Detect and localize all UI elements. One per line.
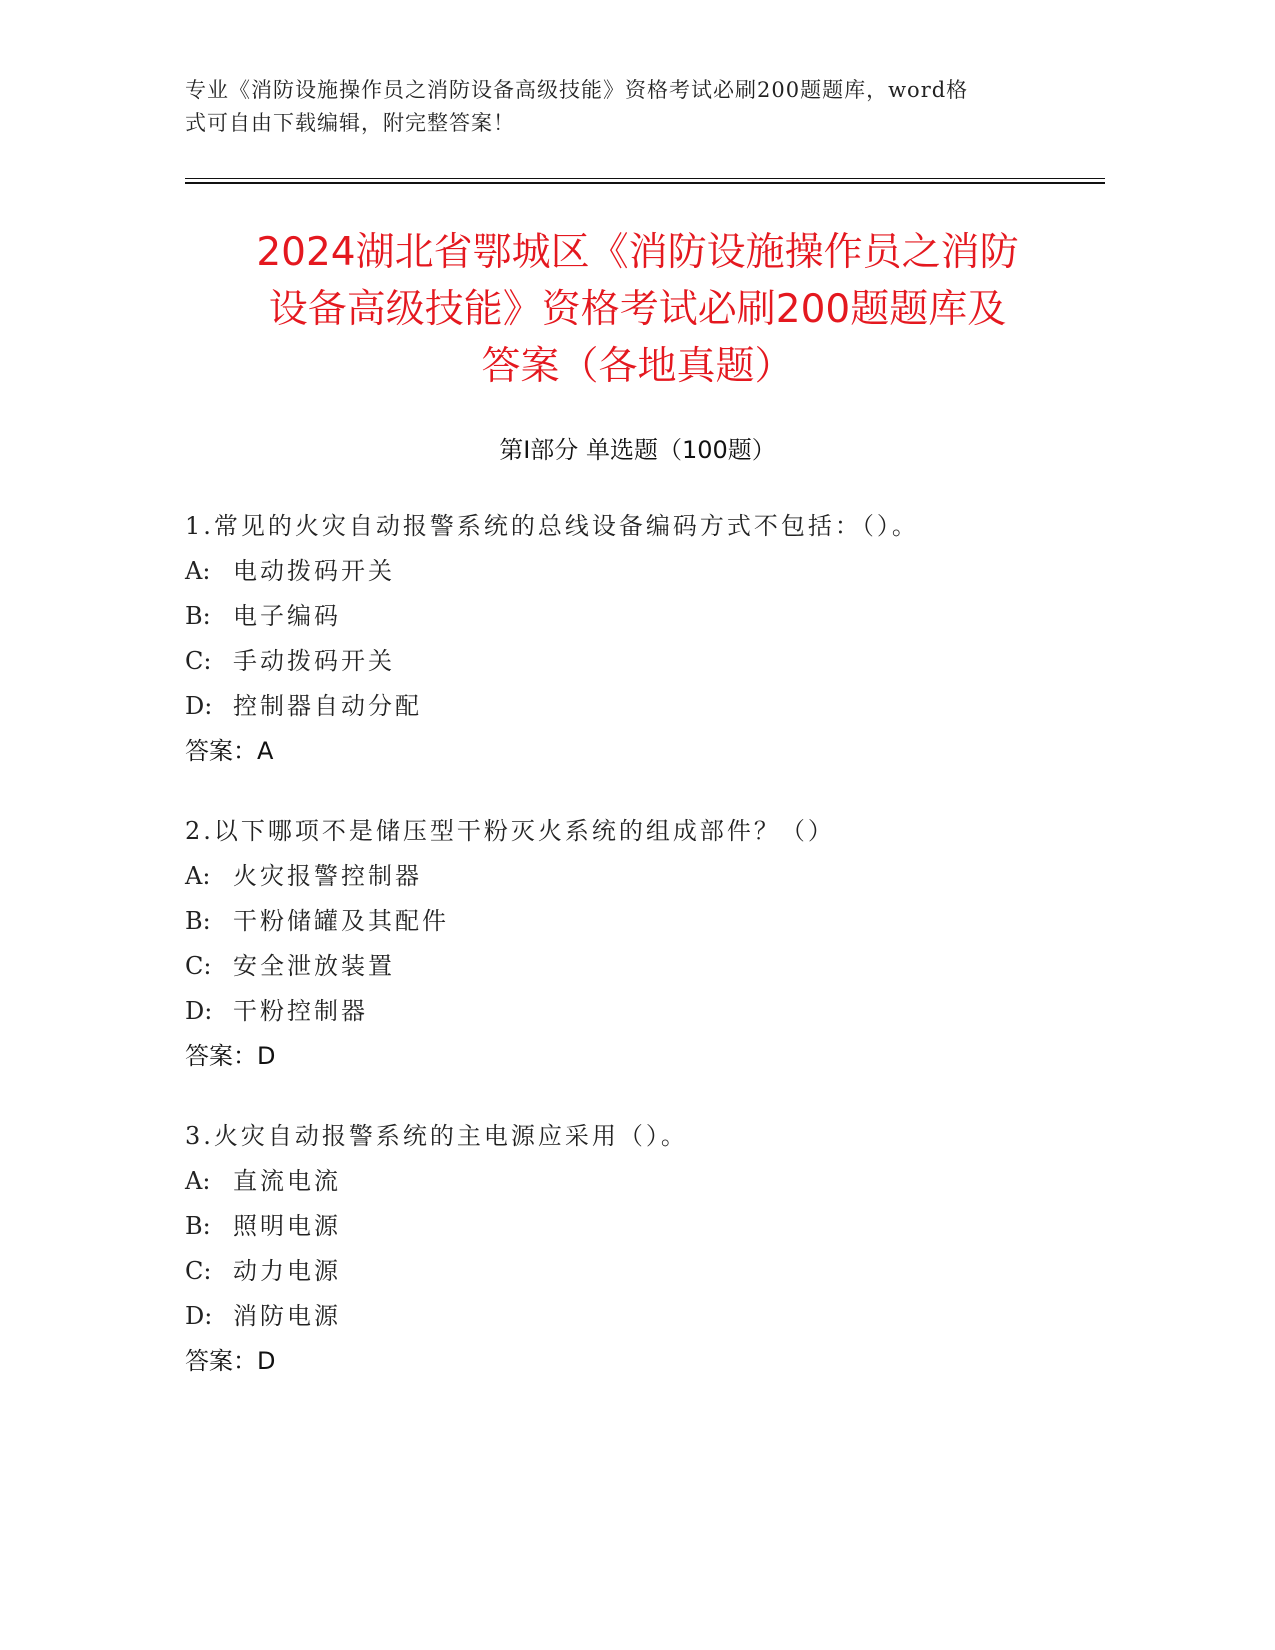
option-d [185, 1300, 1105, 1345]
option-key: A: [185, 557, 211, 585]
option-c [185, 950, 1105, 995]
option-key: D: [185, 692, 213, 720]
option-a [185, 860, 1105, 905]
option-text: 电子编码 [233, 602, 341, 630]
option-a [185, 555, 1105, 600]
option-key: B: [185, 602, 211, 630]
document-title-line-2: 设备高级技能》资格考试必刷200题题库及 [268, 287, 1007, 332]
header-note-line-2: 式可自由下载编辑，附完整答案！ [185, 111, 515, 135]
question-1 [185, 510, 1105, 780]
header-divider-thick [185, 182, 1105, 184]
option-text: 火灾报警控制器 [233, 862, 422, 890]
question-2 [185, 815, 1105, 1085]
option-d [185, 690, 1105, 735]
option-b [185, 1210, 1105, 1255]
answer: 答案：D [185, 1042, 276, 1070]
option-key: D: [185, 1302, 213, 1330]
option-text: 控制器自动分配 [233, 692, 422, 720]
header-note [185, 74, 1085, 140]
answer: 答案：A [185, 737, 274, 765]
option-c [185, 1255, 1105, 1300]
option-text: 动力电源 [233, 1257, 341, 1285]
option-text: 直流电流 [233, 1167, 341, 1195]
section-heading: 第Ⅰ部分 单选题（100题） [499, 436, 776, 464]
question-stem: 1.常见的火灾自动报警系统的总线设备编码方式不包括：（）。 [185, 512, 919, 540]
option-key: C: [185, 952, 212, 980]
document-title [185, 224, 1090, 395]
option-text: 消防电源 [233, 1302, 341, 1330]
header-note-line-1: 专业《消防设施操作员之消防设备高级技能》资格考试必刷200题题库，word格 [185, 78, 969, 102]
document-title-line-1: 2024湖北省鄂城区《消防设施操作员之消防 [256, 230, 1019, 275]
option-text: 手动拨码开关 [233, 647, 395, 675]
option-text: 照明电源 [233, 1212, 341, 1240]
question-3 [185, 1120, 1105, 1390]
question-stem: 2.以下哪项不是储压型干粉灭火系统的组成部件？（） [185, 817, 835, 845]
option-key: A: [185, 1167, 211, 1195]
option-key: B: [185, 1212, 211, 1240]
option-a [185, 1165, 1105, 1210]
option-c [185, 645, 1105, 690]
option-text: 干粉控制器 [233, 997, 368, 1025]
option-key: D: [185, 997, 213, 1025]
option-b [185, 600, 1105, 645]
question-stem: 3.火灾自动报警系统的主电源应采用（）。 [185, 1122, 688, 1150]
option-key: C: [185, 1257, 212, 1285]
option-key: C: [185, 647, 212, 675]
option-b [185, 905, 1105, 950]
header-divider-thin [185, 178, 1105, 179]
option-text: 安全泄放装置 [233, 952, 395, 980]
answer: 答案：D [185, 1347, 276, 1375]
option-text: 电动拨码开关 [233, 557, 395, 585]
option-key: A: [185, 862, 211, 890]
document-title-line-3: 答案（各地真题） [481, 344, 794, 389]
option-text: 干粉储罐及其配件 [233, 907, 449, 935]
option-d [185, 995, 1105, 1040]
option-key: B: [185, 907, 211, 935]
